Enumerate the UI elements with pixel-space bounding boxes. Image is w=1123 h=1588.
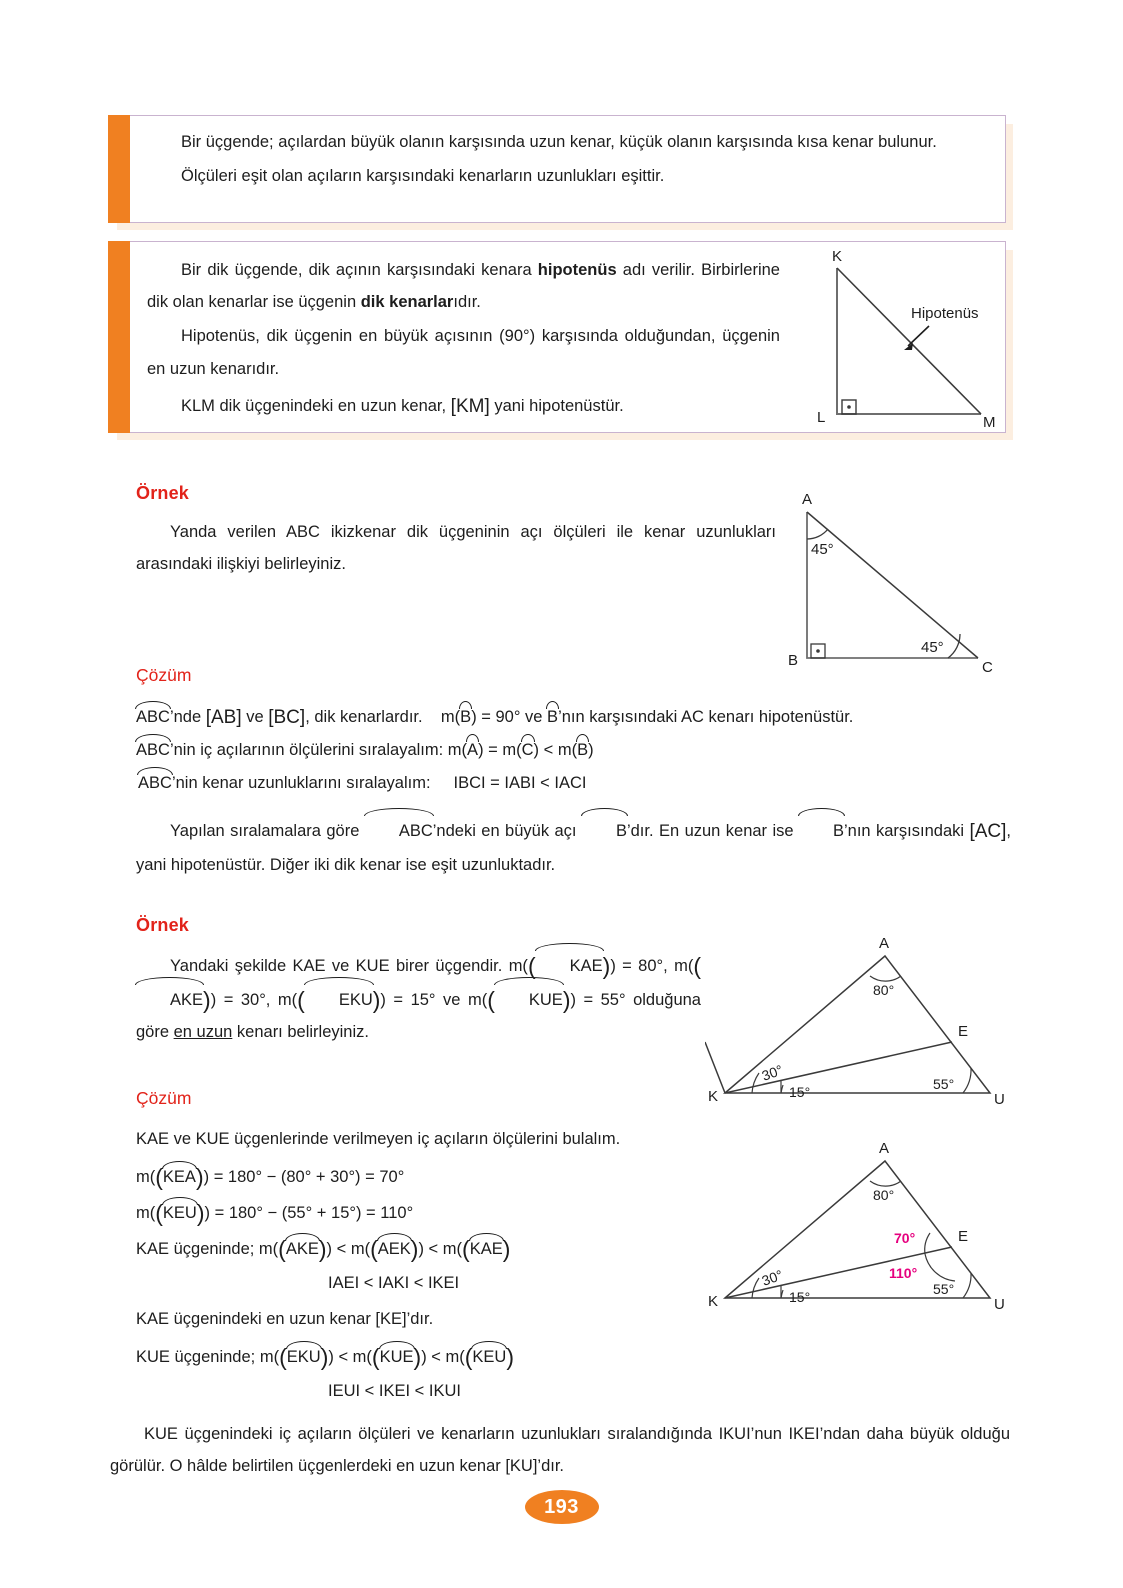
hat-abc: ABC [136,741,170,759]
example-2-heading: Örnek [136,915,190,935]
box1-paragraph-2: Ölçüleri eşit olan açıların karşısındaki kenarların uzunlukları eşittir. [181,167,665,186]
q-part-i: ) = 55° olduğuna göre [136,991,701,1042]
line2-part-d: ) = m( [478,741,522,759]
example-1-conclusion [136,812,1011,881]
orange-accent-bar [108,115,130,223]
q-part-a: Yandaki şekilde KAE ve KUE birer üçgendir. m( [170,957,528,975]
paren-close: ) [410,1236,419,1262]
s7-part-e: ) < m( [421,1348,465,1366]
diagram-angle-A: 45° [811,541,834,558]
box2-segment-km: [KM] [450,395,490,417]
hat-abc: ABC [365,813,433,847]
segment-bc: [BC] [268,707,306,728]
s4-part-c: ) < m( [326,1240,371,1258]
diagram-label-L: L [817,409,826,426]
example-1-solution-line-1 [136,706,853,728]
paren-open: ( [297,987,305,1014]
paren-close: ) [203,987,211,1014]
paren-open: ( [155,1164,163,1190]
hat-b-2: B [547,708,559,726]
diagram-angle-C: 45° [921,639,944,656]
diagram1-label-E: E [958,1023,969,1040]
hat-kue: KUE [379,1348,414,1366]
para-part-g: ’nın karşısındaki [843,822,970,840]
s7-part-a: KUE üçgeninde; m( [136,1348,280,1366]
hat-b-2: B [799,813,844,847]
hat-kae: KAE [536,948,603,982]
abc-isosceles-right-triangle-diagram [778,482,1018,697]
s3-part-a: m( [136,1204,156,1222]
paren-open: ( [462,1236,470,1262]
diagram2-angle-K-upper: 30° [759,1266,785,1289]
hat-kea: KEA [162,1168,196,1186]
line3-inequality: IBCI = IABI < IACI [453,774,587,792]
q-part-c: ) = 80°, m( [610,957,694,975]
s2-part-a: m( [136,1168,156,1186]
paren-close: ) [502,1236,511,1262]
diagram1-label-K: K [708,1088,719,1105]
example-1-question [136,516,776,580]
line1-part-b: ’nde [169,708,206,726]
diagram-annotation-hipotenus: Hipotenüs [911,305,979,322]
box2-term-dik-kenarlar: dik kenarlar [360,293,454,312]
example-2-solution-line-6: KAE üçgenindeki en uzun kenar [KE]’dır. [136,1310,434,1328]
paren-close: ) [413,1344,422,1370]
hat-kue: KUE [495,982,563,1016]
example-2-final-paragraph [110,1418,1010,1482]
info-box-2 [108,241,1006,433]
diagram1-label-U: U [994,1091,1005,1108]
line2-part-f: ) < m( [533,741,578,759]
paren-open: ( [464,1344,473,1370]
example-2-solution-line-1: KAE ve KUE üçgenlerinde verilmeyen iç açıların ölçülerini bulalım. [136,1130,621,1148]
box2-p1-part-e: ıdır. [453,293,481,312]
hat-abc: ABC [138,774,172,792]
kaeu-triangle-diagram-2 [705,1123,1015,1313]
s4-part-e: ) < m( [418,1240,463,1258]
paren-close: ) [562,987,571,1014]
diagram1-angle-U: 55° [933,1076,955,1092]
hat-ake: AKE [136,982,203,1016]
diagram-label-B: B [788,652,799,669]
paren-close: ) [320,1344,329,1370]
paren-close: ) [195,1164,204,1190]
example-2-question [136,948,701,1049]
paren-open: ( [279,1344,287,1370]
example-2-solution-line-7 [136,1344,515,1370]
hat-eku: EKU [305,982,373,1016]
box2-paragraph-1 [147,254,780,318]
segment-ab: [AB] [205,707,242,728]
box2-p1-part-a: Bir dik üçgende, dik açının karşısındaki kenara [181,261,538,279]
box2-paragraph-3 [147,387,780,424]
example-2-solution-line-8: IEUI < IKEI < IKUI [328,1382,461,1400]
example-1-conclusion-text [136,812,1011,881]
hat-keu: KEU [472,1348,507,1366]
box1-paragraph-1: Bir üçgende; açılardan büyük olanın karşısında uzun kenar, küçük olanın karşısında kısa kenar bulunur. [181,133,937,151]
example-2-solution-line-4 [136,1236,511,1262]
info-box-2-body [147,254,780,426]
hat-c: C [521,741,534,759]
line1-part-d: ve [241,708,269,726]
box2-paragraph-2: Hipotenüs, dik üçgenin en büyük açısının (90°) karşısında olduğundan, üçgenin en uzun kenarıdır. [147,327,780,378]
paren-open: ( [371,1344,380,1370]
diagram-label-A: A [802,491,813,508]
s2-part-c: ) = 180° − (80° + 30°) = 70° [203,1168,405,1186]
diagram2-angle-A: 80° [873,1187,895,1203]
example-1-solution-heading: Çözüm [136,665,192,685]
hat-ake: AKE [285,1240,319,1258]
s7-part-c: ) < m( [328,1348,372,1366]
hat-b-1: B [582,813,627,847]
paren-open: ( [487,987,495,1014]
paren-open: ( [693,953,701,979]
hat-b: B [577,741,589,759]
diagram1-angle-K-upper: 30° [759,1061,785,1084]
example-1-solution-line-2 [136,739,594,760]
s3-part-c: ) = 180° − (55° + 15°) = 110° [204,1204,414,1222]
s4-part-a: KAE üçgeninde; m( [136,1240,279,1258]
diagram2-label-E: E [958,1228,969,1245]
diagram1-label-A: A [879,935,890,952]
diagram2-angle-E-upper: 70° [894,1230,916,1246]
paren-close: ) [372,987,381,1014]
q-part-g: ) = 15° ve m( [380,991,488,1010]
diagram1-angle-K-lower: 15° [789,1084,811,1100]
diagram2-angle-K-lower: 15° [789,1289,811,1305]
diagram2-angle-U: 55° [933,1281,955,1297]
line2-part-h: ) [588,741,594,759]
paren-open: ( [527,953,536,979]
example-2-solution-line-3 [136,1200,414,1226]
paren-close: ) [318,1236,327,1262]
example-2-solution-line-2 [136,1164,405,1190]
paren-open: ( [278,1236,286,1262]
klm-right-triangle-diagram [809,246,1009,431]
example-2-question-text [136,948,701,1049]
paren-close: ) [602,953,611,979]
hat-b-1: B [460,708,472,726]
hat-abc: ABC [136,708,170,726]
diagram2-label-A: A [879,1140,890,1157]
box2-p3-part-a: KLM dik üçgenindeki en uzun kenar, [181,396,451,415]
example-1-question-text: Yanda verilen ABC ikizkenar dik üçgeninin açı ölçüleri ile kenar uzunlukları arasındaki ilişkiyi belirleyiniz. [136,523,776,574]
hat-keu: KEU [162,1204,197,1222]
para-part-e: ’dır. En uzun kenar ise [626,822,799,840]
hat-a: A [467,741,479,759]
line2-part-b: ’nin iç açılarının ölçülerini sıralayalım: m( [169,741,468,759]
diagram-label-K: K [832,248,843,265]
line1-part-i: ) = 90° ve [471,708,548,726]
example-2-final-text: KUE üçgenindeki iç açıların ölçüleri ve kenarların uzunlukları sıralandığında IKUI’nun IKEI’ndan daha büyük olduğu görülür. O hâlde belirtilen üçgenlerdeki en uzun kenar [KU]’dır. [110,1425,1010,1476]
example-1-heading: Örnek [136,483,190,503]
q-part-e: ) = 30°, m( [210,991,298,1010]
box2-term-hipotenus: hipotenüs [537,261,617,279]
line1-part-f: , dik kenarlardır. [305,708,423,726]
q-emphasis-en-uzun: en uzun [173,1023,233,1042]
kaeu-triangle-diagram-1 [705,918,1015,1108]
box2-p3-part-c: yani hipotenüstür. [489,396,624,415]
info-box-1-body [147,126,991,194]
example-2-solution-heading: Çözüm [136,1088,192,1108]
hat-kae: KAE [469,1240,503,1258]
line1-part-g: m( [440,708,461,726]
diagram2-label-U: U [994,1296,1005,1313]
example-2-solution-line-5: IAEI < IAKI < IKEI [328,1274,460,1292]
line1-part-k: ’nın karşısındaki AC kenarı hipotenüstür. [558,708,854,726]
diagram-label-M: M [983,414,996,431]
info-box-1 [108,115,1006,223]
q-part-k: kenarı belirleyiniz. [232,1023,369,1042]
para-part-i: , yani hipotenüstür. Diğer iki dik kenar ise eşit uzunluktadır. [136,822,1012,875]
diagram2-label-K: K [708,1293,719,1310]
paren-open: ( [155,1200,163,1226]
para-part-a: Yapılan sıralamalara göre [170,822,365,840]
orange-accent-bar [108,241,130,433]
segment-ac: [AC] [969,821,1007,842]
paren-close: ) [196,1200,205,1226]
paren-open: ( [370,1236,378,1262]
example-1-solution-line-3 [138,772,586,793]
para-part-c: ’ndeki en büyük açı [432,822,582,840]
diagram1-angle-A: 80° [873,982,895,998]
diagram-label-C: C [982,659,993,676]
box2-p1-part-c: adı verilir. Birbirlerine dik olan kenarlar ise üçgenin [147,261,780,312]
hat-eku: EKU [286,1348,321,1366]
line3-part-b: ’nin kenar uzunluklarını sıralayalım: [171,774,431,792]
hat-aek: AEK [377,1240,411,1258]
paren-close: ) [506,1344,515,1370]
page-number-badge: 193 [525,1490,599,1524]
diagram2-angle-E-lower: 110° [889,1265,918,1281]
